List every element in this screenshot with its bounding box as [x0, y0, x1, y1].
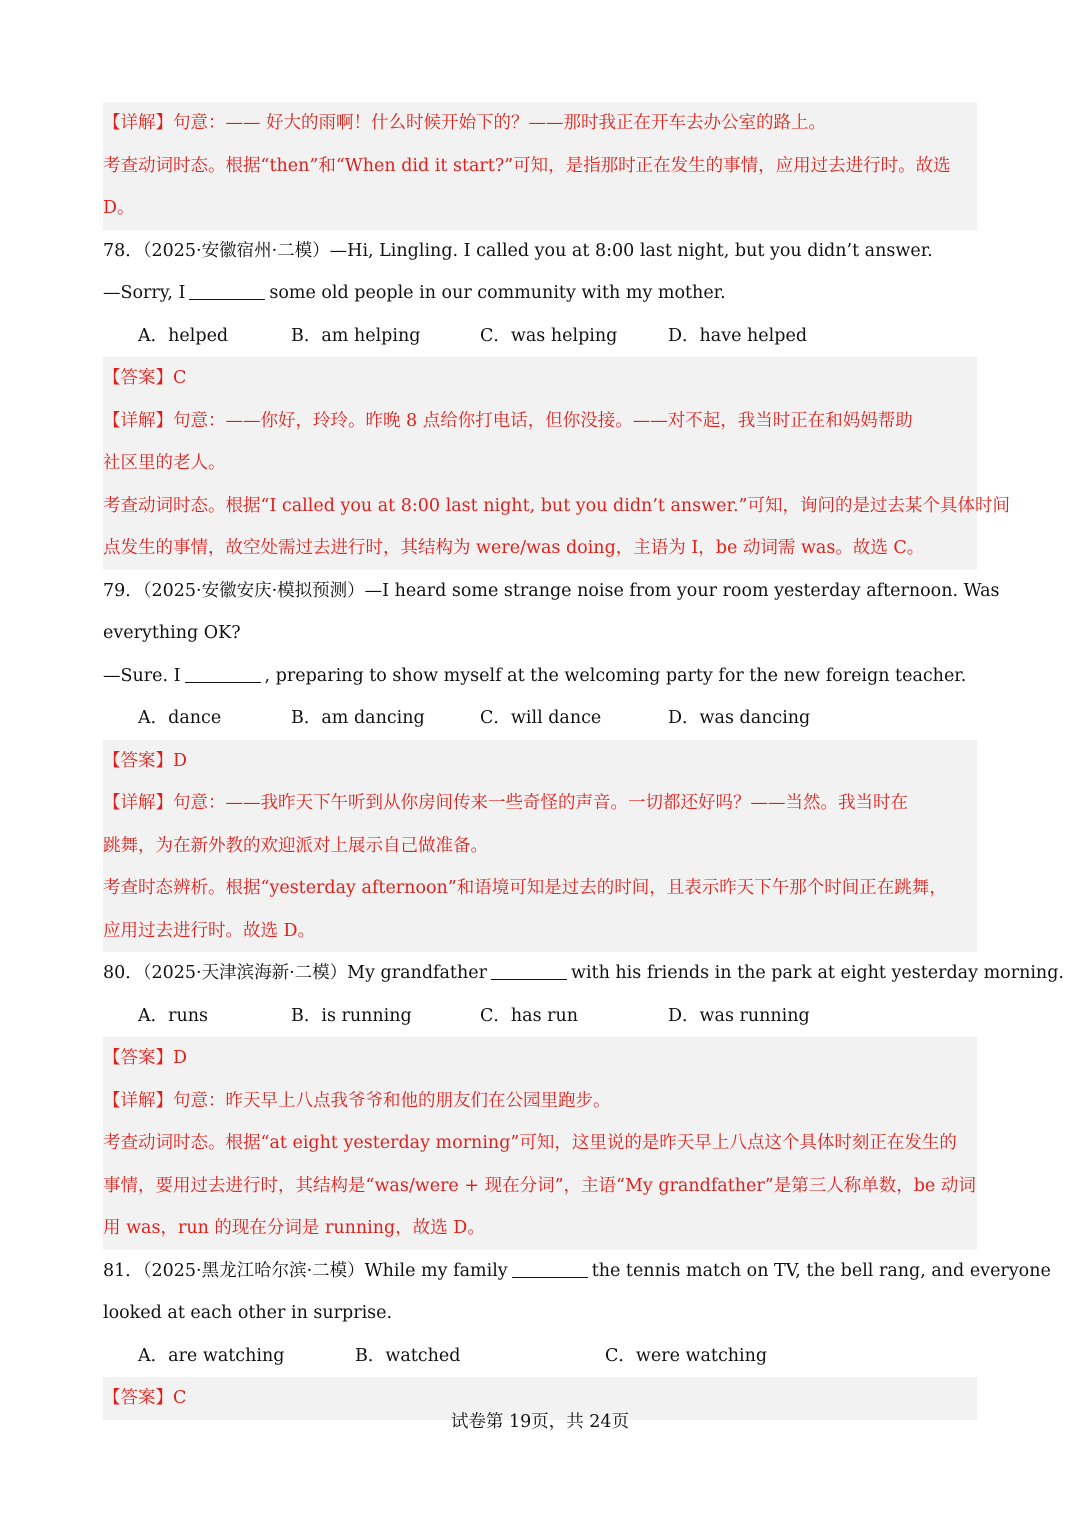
q79-detail-line: 应用过去进行时。故选 D。: [103, 920, 316, 941]
q79-stem: everything OK?: [103, 623, 241, 643]
question-81: [103, 1250, 1051, 1378]
q78-stem: 78．（2025·安徽宿州·二模）—Hi, Lingling. I called you at 8:00 last night, but you didn’t answer.: [103, 240, 933, 261]
q78-stem: —Sorry, I some old people in our community with my mother.: [103, 283, 726, 303]
q79-detail-line: 【详解】句意：——我昨天下午听到从你房间传来一些奇怪的声音。一切都还好吗？——当然。我当时在: [103, 793, 908, 813]
q80-stem: 80．（2025·天津滨海新·二模）My grandfather with his friends in the park at eight yesterday morning.: [103, 963, 1064, 983]
q78-detail-line: 【详解】句意：——你好，玲玲。昨晚 8 点给你打电话，但你没接。——对不起，我当时正在和妈妈帮助: [103, 410, 913, 431]
q79-detail-line: 跳舞，为在新外教的欢迎派对上展示自己做准备。: [103, 835, 488, 856]
option-b: B．am helping: [291, 325, 421, 346]
q80-options: [103, 995, 977, 1038]
q79-answer: 【答案】D: [103, 750, 188, 771]
option-d: D．have helped: [668, 325, 808, 346]
answer-blank: [185, 664, 261, 683]
q81-stem: 81．（2025·黑龙江哈尔滨·二模）While my family the tennis match on TV, the bell rang, and everyone: [103, 1260, 1051, 1281]
option-a: A．helped: [138, 325, 229, 346]
q80-detail-line: 考查动词时态。根据“at eight yesterday morning”可知，这里说的是昨天早上八点这个具体时刻正在发生的: [103, 1133, 957, 1153]
q78-detail-line: 社区里的老人。: [103, 453, 226, 473]
q81-stem: looked at each other in surprise.: [103, 1303, 393, 1323]
option-b: B．is running: [291, 1005, 412, 1026]
q80-detail-line: 【详解】句意：昨天早上八点我爷爷和他的朋友们在公园里跑步。: [103, 1090, 611, 1111]
q81-options: [103, 1335, 977, 1378]
q77-detail-line: 考查动词时态。根据“then”和“When did it start?”可知，是指那时正在发生的事情，应用过去进行时。故选: [103, 155, 951, 176]
q79-detail-line: 考查时态辨析。根据“yesterday afternoon”和语境可知是过去的时间，且表示昨天下午那个时间正在跳舞，: [103, 878, 947, 898]
option-c: C．will dance: [480, 708, 602, 728]
q78-detail-line: 点发生的事情，故空处需过去进行时，其结构为 were/was doing，主语为 I，be 动词需 was。故选 C。: [103, 538, 925, 558]
option-b: B．am dancing: [291, 708, 425, 728]
question-78: [103, 230, 977, 358]
option-d: D．was dancing: [668, 708, 811, 728]
q79-stem: —Sure. I , preparing to show myself at the welcoming party for the new foreign teacher.: [103, 665, 967, 686]
option-a: A．runs: [138, 1005, 209, 1026]
q80-answer: 【答案】D: [103, 1048, 188, 1068]
q79-stem: 79．（2025·安徽安庆·模拟预测）—I heard some strange noise from your room yesterday afternoon. Was: [103, 580, 1000, 601]
option-a: A．dance: [138, 708, 222, 728]
question-80: [103, 952, 1064, 1037]
q78-options: [103, 315, 977, 358]
page-footer: 试卷第 19页，共 24页: [450, 1412, 630, 1432]
option-d: D．was running: [668, 1005, 810, 1026]
q79-options: [103, 697, 977, 740]
question-79: [103, 570, 1000, 740]
answer-blank: [512, 1259, 588, 1278]
option-c: C．has run: [480, 1005, 579, 1026]
q78-detail-line: 考查动词时态。根据“I called you at 8:00 last night, but you didn’t answer.”可知，询问的是过去某个具体时间: [103, 495, 1010, 516]
option-c: C．was helping: [480, 325, 618, 346]
q80-explanation: [103, 1037, 977, 1250]
answer-blank: [491, 961, 567, 980]
option-c: C．were watching: [605, 1345, 768, 1366]
q79-explanation: [103, 740, 977, 953]
q80-detail-line: 事情，要用过去进行时，其结构是“was/were + 现在分词”，主语“My grandfather”是第三人称单数，be 动词: [103, 1175, 976, 1196]
exam-page: [103, 102, 1064, 1420]
q77-detail-line: 【详解】句意：—— 好大的雨啊！什么时候开始下的？——那时我正在开车去办公室的路上。: [103, 113, 827, 133]
q80-detail-line: 用 was，run 的现在分词是 running，故选 D。: [103, 1218, 485, 1238]
option-b: B．watched: [355, 1345, 461, 1366]
q78-explanation: [103, 357, 1010, 570]
q77-detail-line: D。: [103, 198, 135, 218]
q78-answer: 【答案】C: [103, 368, 187, 388]
q77-explanation: [103, 102, 977, 230]
answer-blank: [189, 281, 265, 300]
option-a: A．are watching: [138, 1345, 285, 1366]
q81-answer: 【答案】C: [103, 1388, 187, 1408]
